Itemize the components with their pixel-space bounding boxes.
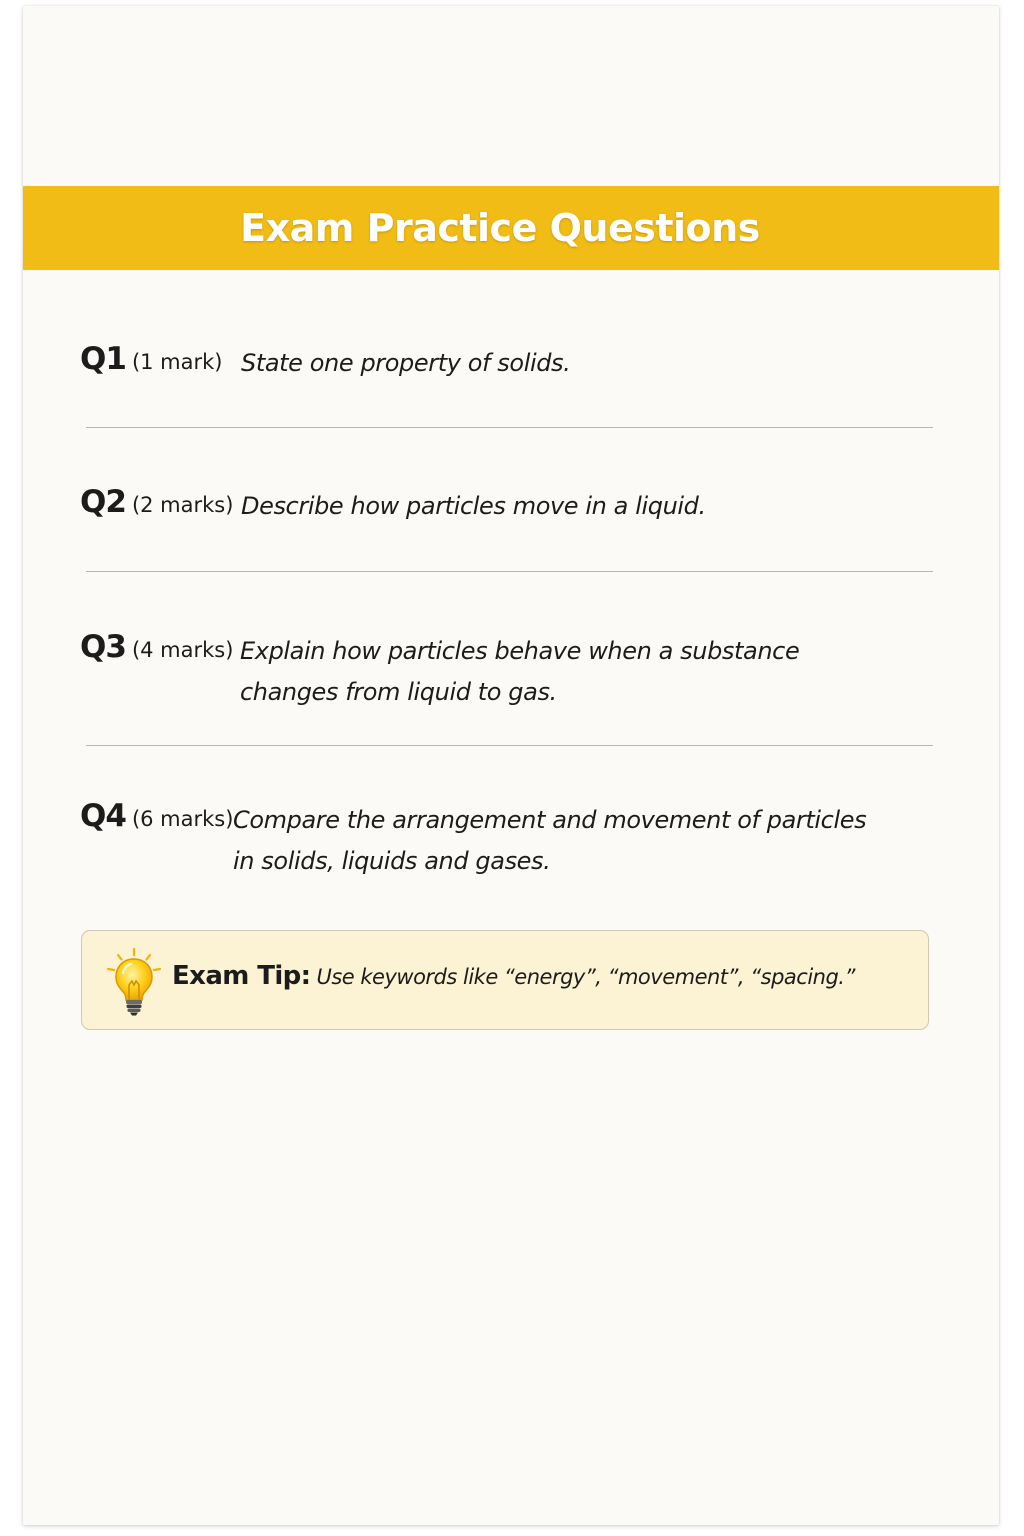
question-text: Compare the arrangement and movement of particles in solids, liquids and gases.	[233, 806, 867, 875]
question-marks: (1 mark)	[131, 350, 223, 374]
question-text: Explain how particles behave when a substance changes from liquid to gas.	[240, 637, 800, 706]
exam-tip-text: Use keywords like “energy”, “movement”, “spacing.”	[316, 965, 855, 989]
lightbulb-icon	[104, 947, 164, 1017]
exam-tip-box	[81, 930, 929, 1030]
question-marks: (6 marks)	[131, 807, 234, 831]
answer-line	[86, 427, 933, 428]
question-number: Q1	[80, 341, 126, 377]
answer-line	[86, 745, 933, 746]
worksheet-page	[23, 6, 999, 1525]
question-marks: (4 marks)	[131, 638, 234, 662]
exam-tip-label: Exam Tip:	[172, 961, 311, 991]
title-banner	[23, 186, 999, 270]
question-text: Describe how particles move in a liquid.	[241, 492, 706, 520]
question-number: Q4	[80, 798, 126, 834]
answer-line	[86, 571, 933, 572]
question-text: State one property of solids.	[241, 349, 571, 377]
page-title: Exam Practice Questions	[240, 206, 760, 250]
question-number: Q3	[80, 629, 126, 665]
question-marks: (2 marks)	[131, 493, 234, 517]
question-number: Q2	[80, 484, 126, 520]
